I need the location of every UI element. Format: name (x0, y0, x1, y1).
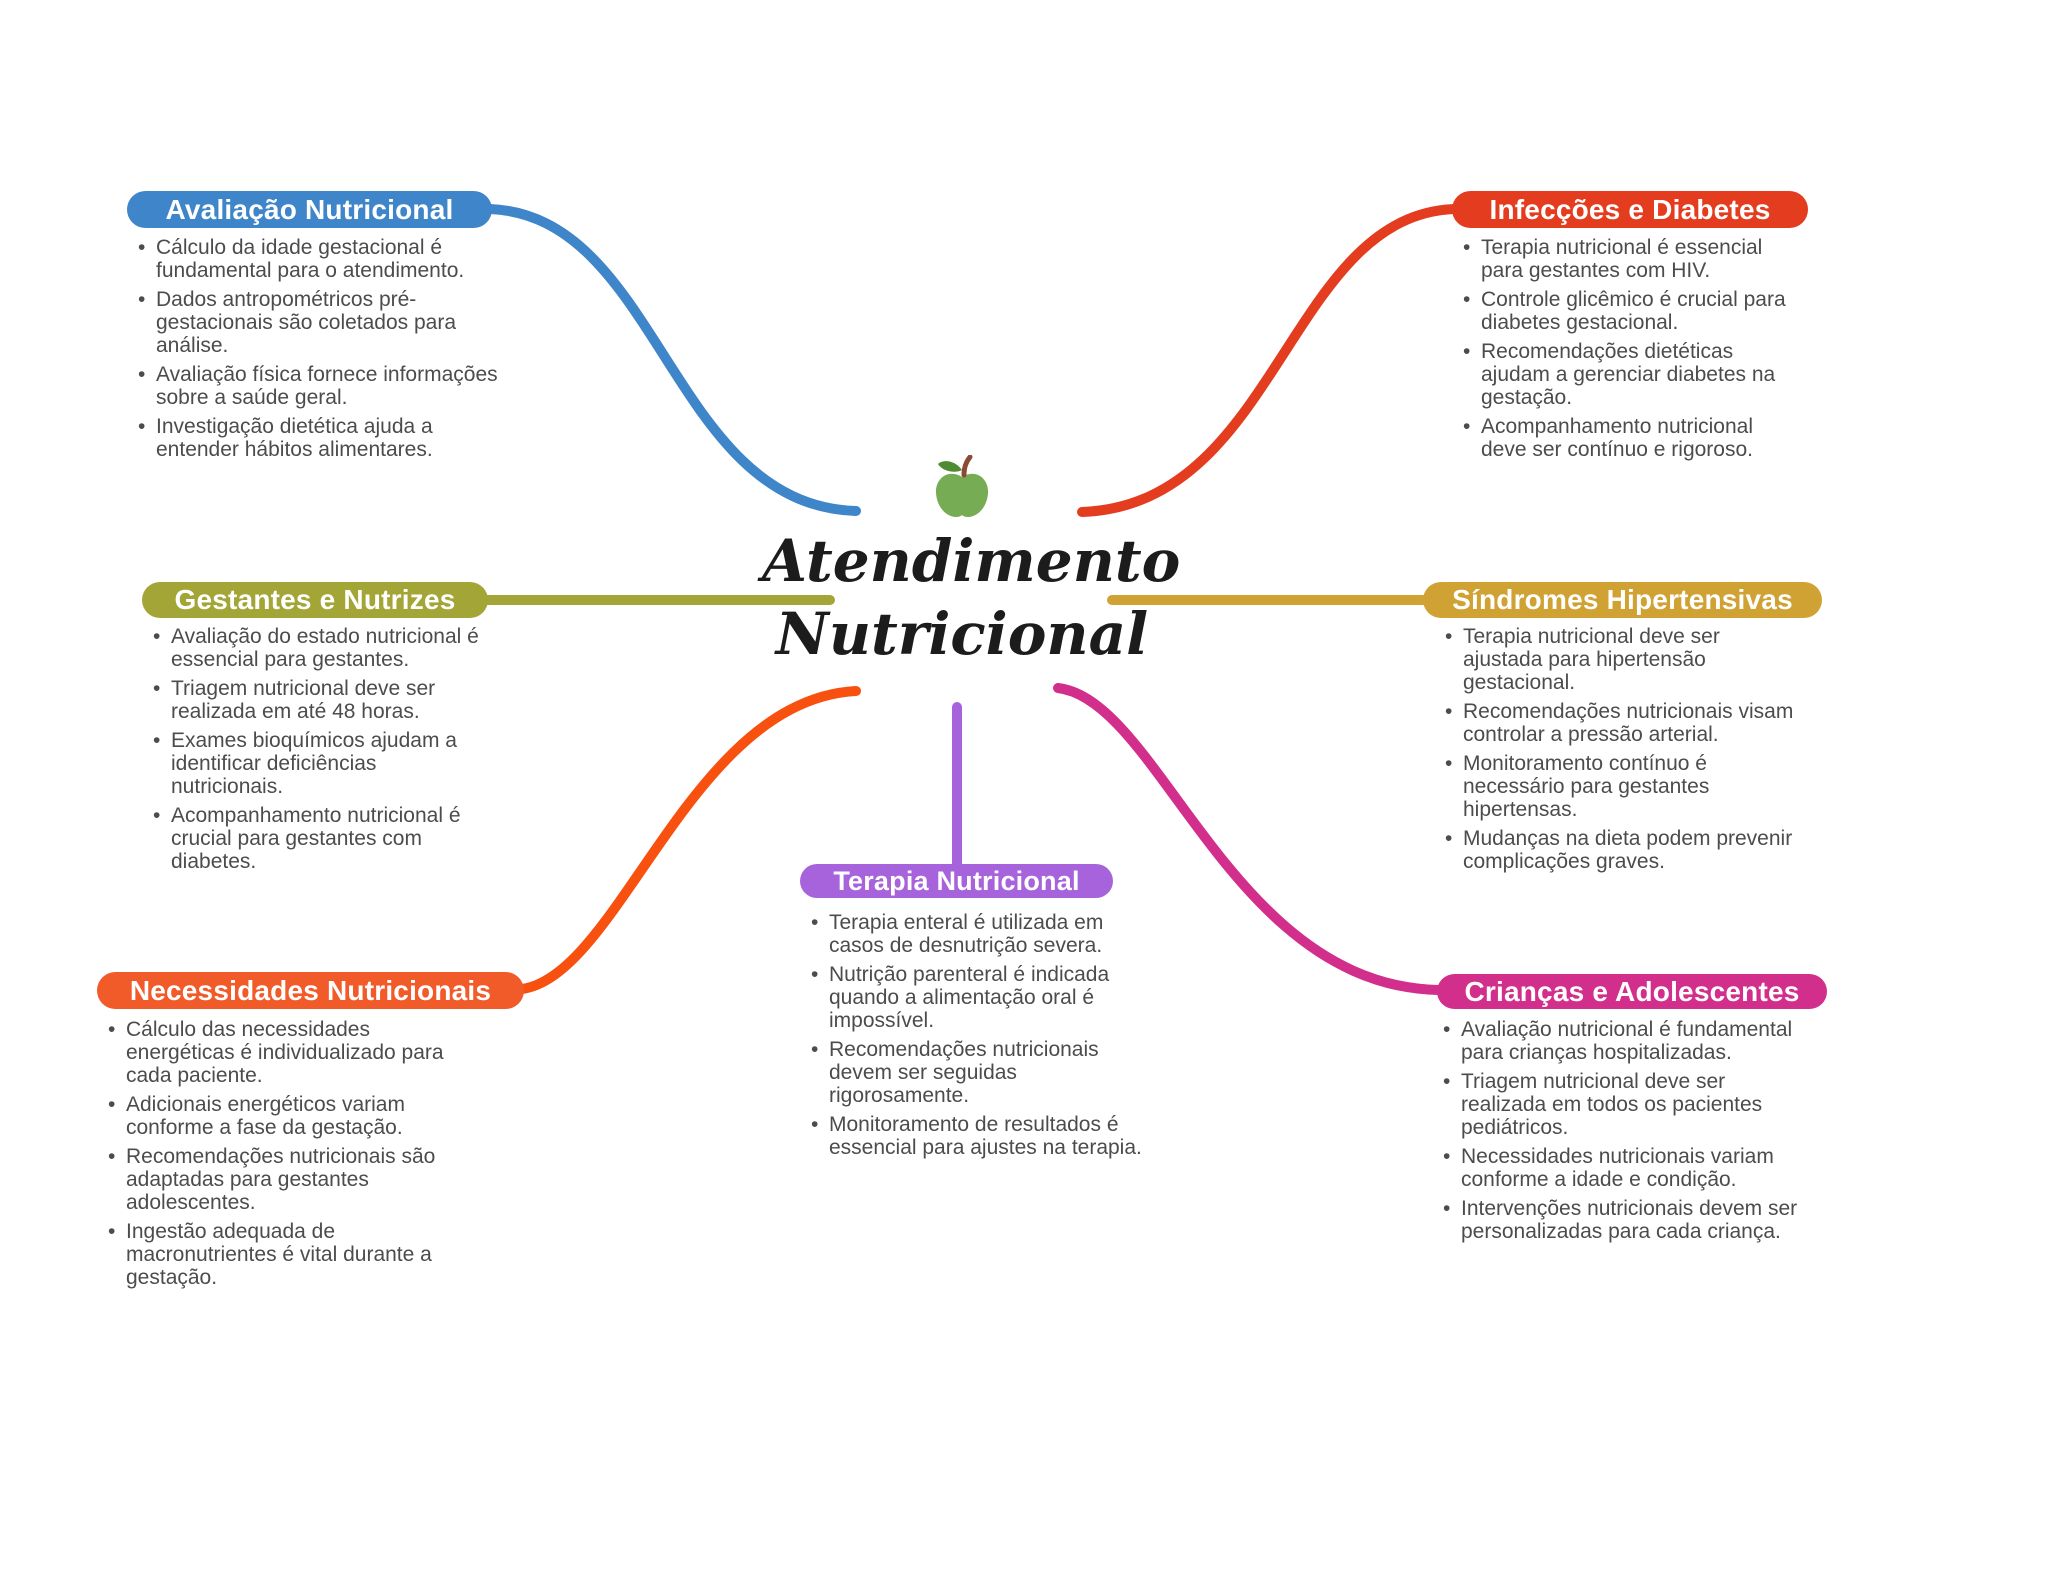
branch-pill-gestantes-e-nutrizes: Gestantes e Nutrizes (142, 582, 488, 618)
bullet-item: • Avaliação nutricional é fundamental para crianças hospitalizadas. (1438, 1018, 1798, 1064)
bullet-item: • Controle glicêmico é crucial para diabetes gestacional. (1458, 288, 1803, 334)
bullet-item: • Necessidades nutricionais variam conforme a idade e condição. (1438, 1145, 1798, 1191)
central-title-line1: Atendimento (762, 527, 1181, 595)
bullet-item: • Acompanhamento nutricional é crucial para gestantes com diabetes. (148, 804, 483, 873)
bullet-item: • Triagem nutricional deve ser realizada em todos os pacientes pediátricos. (1438, 1070, 1798, 1139)
bullet-item: • Exames bioquímicos ajudam a identificar deficiências nutricionais. (148, 729, 483, 798)
bullet-item: • Cálculo da idade gestacional é fundamental para o atendimento. (133, 236, 505, 282)
branch-bullets-gestantes-e-nutrizes (148, 625, 483, 879)
bullet-item: • Triagem nutricional deve ser realizada em até 48 horas. (148, 677, 483, 723)
bullet-item: • Nutrição parenteral é indicada quando a alimentação oral é impossível. (806, 963, 1156, 1032)
branch-pill-criancas-e-adolescentes: Crianças e Adolescentes (1437, 974, 1827, 1009)
bullet-item: • Recomendações nutricionais visam controlar a pressão arterial. (1440, 700, 1800, 746)
branch-pill-necessidades-nutricionais: Necessidades Nutricionais (97, 972, 524, 1009)
apple-icon (933, 455, 991, 519)
branch-bullets-necessidades-nutricionais (103, 1018, 471, 1295)
central-topic-title (762, 525, 1181, 671)
bullet-item: • Terapia nutricional deve ser ajustada para hipertensão gestacional. (1440, 625, 1800, 694)
branch-bullets-criancas-e-adolescentes (1438, 1018, 1798, 1249)
branch-bullets-infeccoes-e-diabetes (1458, 236, 1803, 467)
branch-bullets-avaliacao-nutricional (133, 236, 505, 467)
central-title-line2: Nutricional (775, 600, 1149, 669)
bullet-item: • Dados antropométricos pré-gestacionais são coletados para análise. (133, 288, 505, 357)
bullet-item: • Investigação dietética ajuda a entender hábitos alimentares. (133, 415, 505, 461)
bullet-item: • Intervenções nutricionais devem ser personalizadas para cada criança. (1438, 1197, 1798, 1243)
branch-pill-sindromes-hipertensivas: Síndromes Hipertensivas (1423, 582, 1822, 618)
branch-bullets-terapia-nutricional (806, 911, 1156, 1165)
bullet-item: • Recomendações nutricionais devem ser seguidas rigorosamente. (806, 1038, 1156, 1107)
bullet-item: • Recomendações dietéticas ajudam a gerenciar diabetes na gestação. (1458, 340, 1803, 409)
bullet-item: • Avaliação física fornece informações sobre a saúde geral. (133, 363, 505, 409)
branch-pill-infeccoes-e-diabetes: Infecções e Diabetes (1452, 191, 1808, 228)
bullet-item: • Terapia enteral é utilizada em casos de desnutrição severa. (806, 911, 1156, 957)
bullet-item: • Ingestão adequada de macronutrientes é vital durante a gestação. (103, 1220, 471, 1289)
bullet-item: • Terapia nutricional é essencial para gestantes com HIV. (1458, 236, 1803, 282)
bullet-item: • Cálculo das necessidades energéticas é individualizado para cada paciente. (103, 1018, 471, 1087)
bullet-item: • Monitoramento contínuo é necessário para gestantes hipertensas. (1440, 752, 1800, 821)
branch-bullets-sindromes-hipertensivas (1440, 625, 1800, 879)
bullet-item: • Acompanhamento nutricional deve ser contínuo e rigoroso. (1458, 415, 1803, 461)
bullet-item: • Mudanças na dieta podem prevenir complicações graves. (1440, 827, 1800, 873)
bullet-item: • Recomendações nutricionais são adaptadas para gestantes adolescentes. (103, 1145, 471, 1214)
bullet-item: • Monitoramento de resultados é essencial para ajustes na terapia. (806, 1113, 1156, 1159)
branch-pill-terapia-nutricional: Terapia Nutricional (800, 864, 1113, 898)
bullet-item: • Avaliação do estado nutricional é essencial para gestantes. (148, 625, 483, 671)
central-topic (762, 455, 1181, 671)
bullet-item: • Adicionais energéticos variam conforme a fase da gestação. (103, 1093, 471, 1139)
branch-pill-avaliacao-nutricional: Avaliação Nutricional (127, 191, 492, 228)
